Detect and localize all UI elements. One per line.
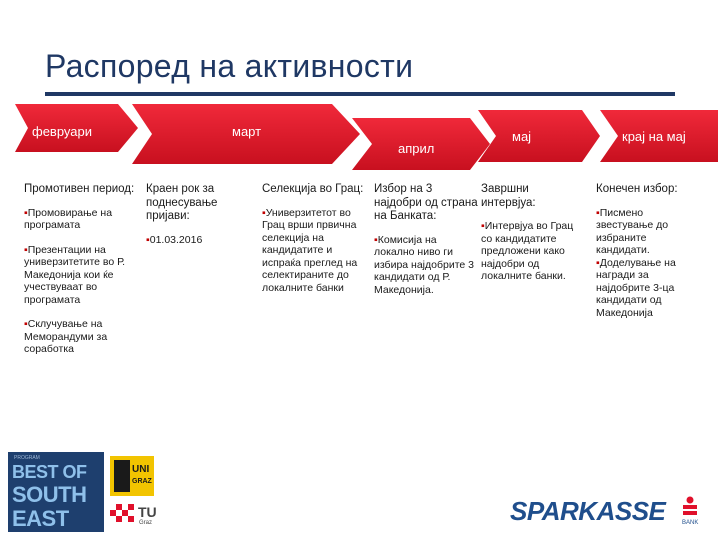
column-heading: Избор на 3 најдобри од страна на Банката: <box>374 183 478 222</box>
column-heading: Промотивен период: <box>24 183 135 195</box>
column-graz-selection <box>262 183 368 306</box>
bullet-item: ▪ Промовирање на програмата <box>24 207 136 232</box>
column-deadline <box>146 183 246 258</box>
month-label-mar: март <box>232 124 262 139</box>
bullet-item: ▪ Комисија на локално ниво ги избира најдобрите 3 кандидати од Р. Македонија. <box>374 234 478 297</box>
column-final-interviews <box>481 183 581 295</box>
bullet-item: ▪ Доделување на награди за најдобрите 3-ца кандидати од Македонија <box>596 257 692 320</box>
uni-graz-logo: UNI GRAZ <box>110 456 154 496</box>
bullet-item: ▪ Интервјуа во Грац со кандидатите предложени како најдобри од локалните банки. <box>481 220 581 283</box>
tu-graz-logo: TU Graz <box>110 502 160 530</box>
tu-graz-mark-icon <box>110 504 136 528</box>
column-heading: Завршни интервјуа: <box>481 183 536 209</box>
column-final-choice <box>596 183 692 331</box>
timeline-arrows <box>0 104 720 174</box>
month-label-feb: февруари <box>32 124 92 139</box>
column-heading: Селекција во Грац: <box>262 183 364 195</box>
month-label-may: мај <box>512 129 532 144</box>
bullet-item: ▪ Универзитетот во Грац врши првична селекција на кандидатите и испраќа преглед на селектираните до локалните банки <box>262 207 368 295</box>
bullet-item: ▪ Презентации на универзитетите во Р. Македонија кои ќе учествуваат во програмата <box>24 244 136 307</box>
column-heading: Краен рок за поднесување пријави: <box>146 183 218 222</box>
column-bank-selection <box>374 183 478 308</box>
column-heading: Конечен избор: <box>596 183 678 195</box>
bullet-item: ▪ Писмено звестување до избраните кандидати. <box>596 207 692 257</box>
month-label-apr: април <box>398 141 435 156</box>
column-promo <box>24 183 136 368</box>
sparkasse-s-icon <box>682 496 698 520</box>
bullet-item: ▪ 01.03.2016 <box>146 234 246 247</box>
bullet-item: ▪ Склучување на Меморандуми за соработка <box>24 318 136 356</box>
best-of-south-east-logo: PROGRAM BEST OF SOUTH EAST <box>8 452 104 532</box>
month-label-end-may: крај на мај <box>622 129 686 144</box>
title-underline <box>45 92 675 96</box>
page-title: Распоред на активности <box>45 48 414 84</box>
sparkasse-logo: SPARKASSE BANK <box>510 496 699 526</box>
timeline-arrow-may <box>478 110 600 162</box>
